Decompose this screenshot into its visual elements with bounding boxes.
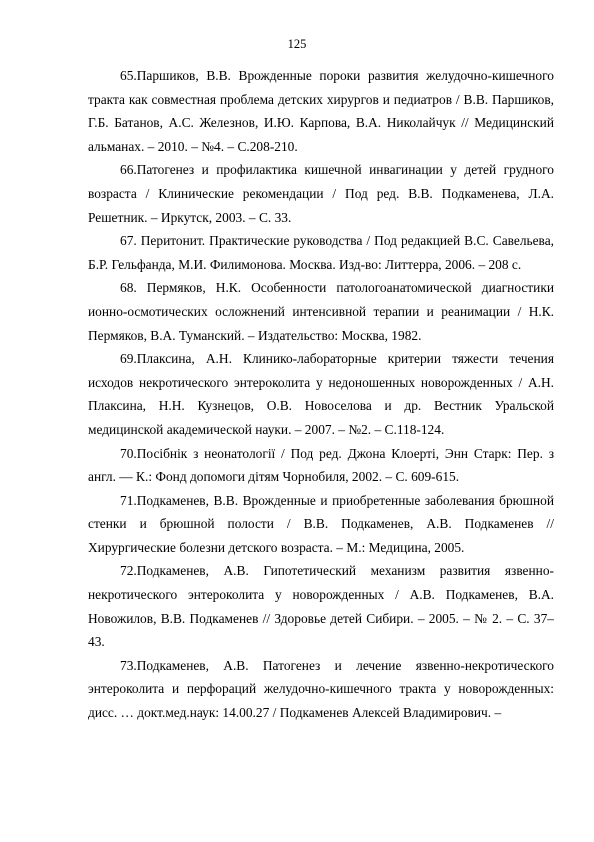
reference-item-65: 65.Паршиков, В.В. Врожденные пороки развития желудочно-кишечного тракта как совместная проблема детских хирургов и педиатров / В.В. Паршиков, Г.Б. Батанов, А.С. Железнов, И.Ю. Карпова, В.А. Николайчук // Медицинский альманах. – 2010. – №4. – С.208-210. (88, 68, 554, 154)
reference-item-69: 69.Плаксина, А.Н. Клинико-лабораторные критерии тяжести течения исходов некротического энтероколита у недоношенных новорожденных / А.Н. Плаксина, Н.Н. Кузнецов, О.В. Новоселова и др. Вестник Уральской медицинской академической науки. – 2007. – №2. – С.118-124. (88, 351, 554, 437)
reference-item-66: 66.Патогенез и профилактика кишечной инвагинации у детей грудного возраста / Клинические рекомендации / Под ред. В.В. Подкаменева, Л.А. Решетник. – Иркутск, 2003. – С. 33. (88, 162, 554, 225)
reference-item-72: 72.Подкаменев, А.В. Гипотетический механизм развития язвенно-некротического энтероколита у новорожденных / А.В. Подкаменев, В.А. Новожилов, В.В. Подкаменев // Здоровье детей Сибири. – 2005. – № 2. – С. 37–43. (88, 563, 554, 650)
page-number: 125 (287, 37, 307, 51)
reference-item-73: 73.Подкаменев, А.В. Патогенез и лечение язвенно-некротического энтероколита и перфораций желудочно-кишечного тракта у новорожденных: дисс. … докт.мед.наук: 14.00.27 / Подкаменев Алексей Владимирович. – (88, 657, 554, 721)
reference-item-70: 70.Посібнік з неонатології / Под ред. Джона Клоерті, Энн Старк: Пер. з англ. — К.: Фонд допомоги дітям Чорнобиля, 2002. – С. 609-615. (88, 445, 554, 485)
reference-item-71: 71.Подкаменев, В.В. Врожденные и приобретенные заболевания брюшной стенки и брюшной полости / В.В. Подкаменев, А.В. Подкаменев // Хирургические болезни детского возраста. – М.: Медицина, 2005. (88, 492, 554, 555)
reference-item-67: 67. Перитонит. Практические руководства / Под редакцией В.С. Савельева, Б.Р. Гельфанда, М.И. Филимонова. Москва. Изд-во: Литтерра, 2006. – 208 с. (88, 233, 554, 272)
reference-item-68: 68. Пермяков, Н.К. Особенности патологоанатомической диагностики ионно-осмотических осложнений интенсивной терапии и реанимации / Н.К. Пермяков, В.А. Туманский. – Издательство: Москва, 1982. (88, 280, 554, 343)
reference-list (88, 64, 554, 725)
